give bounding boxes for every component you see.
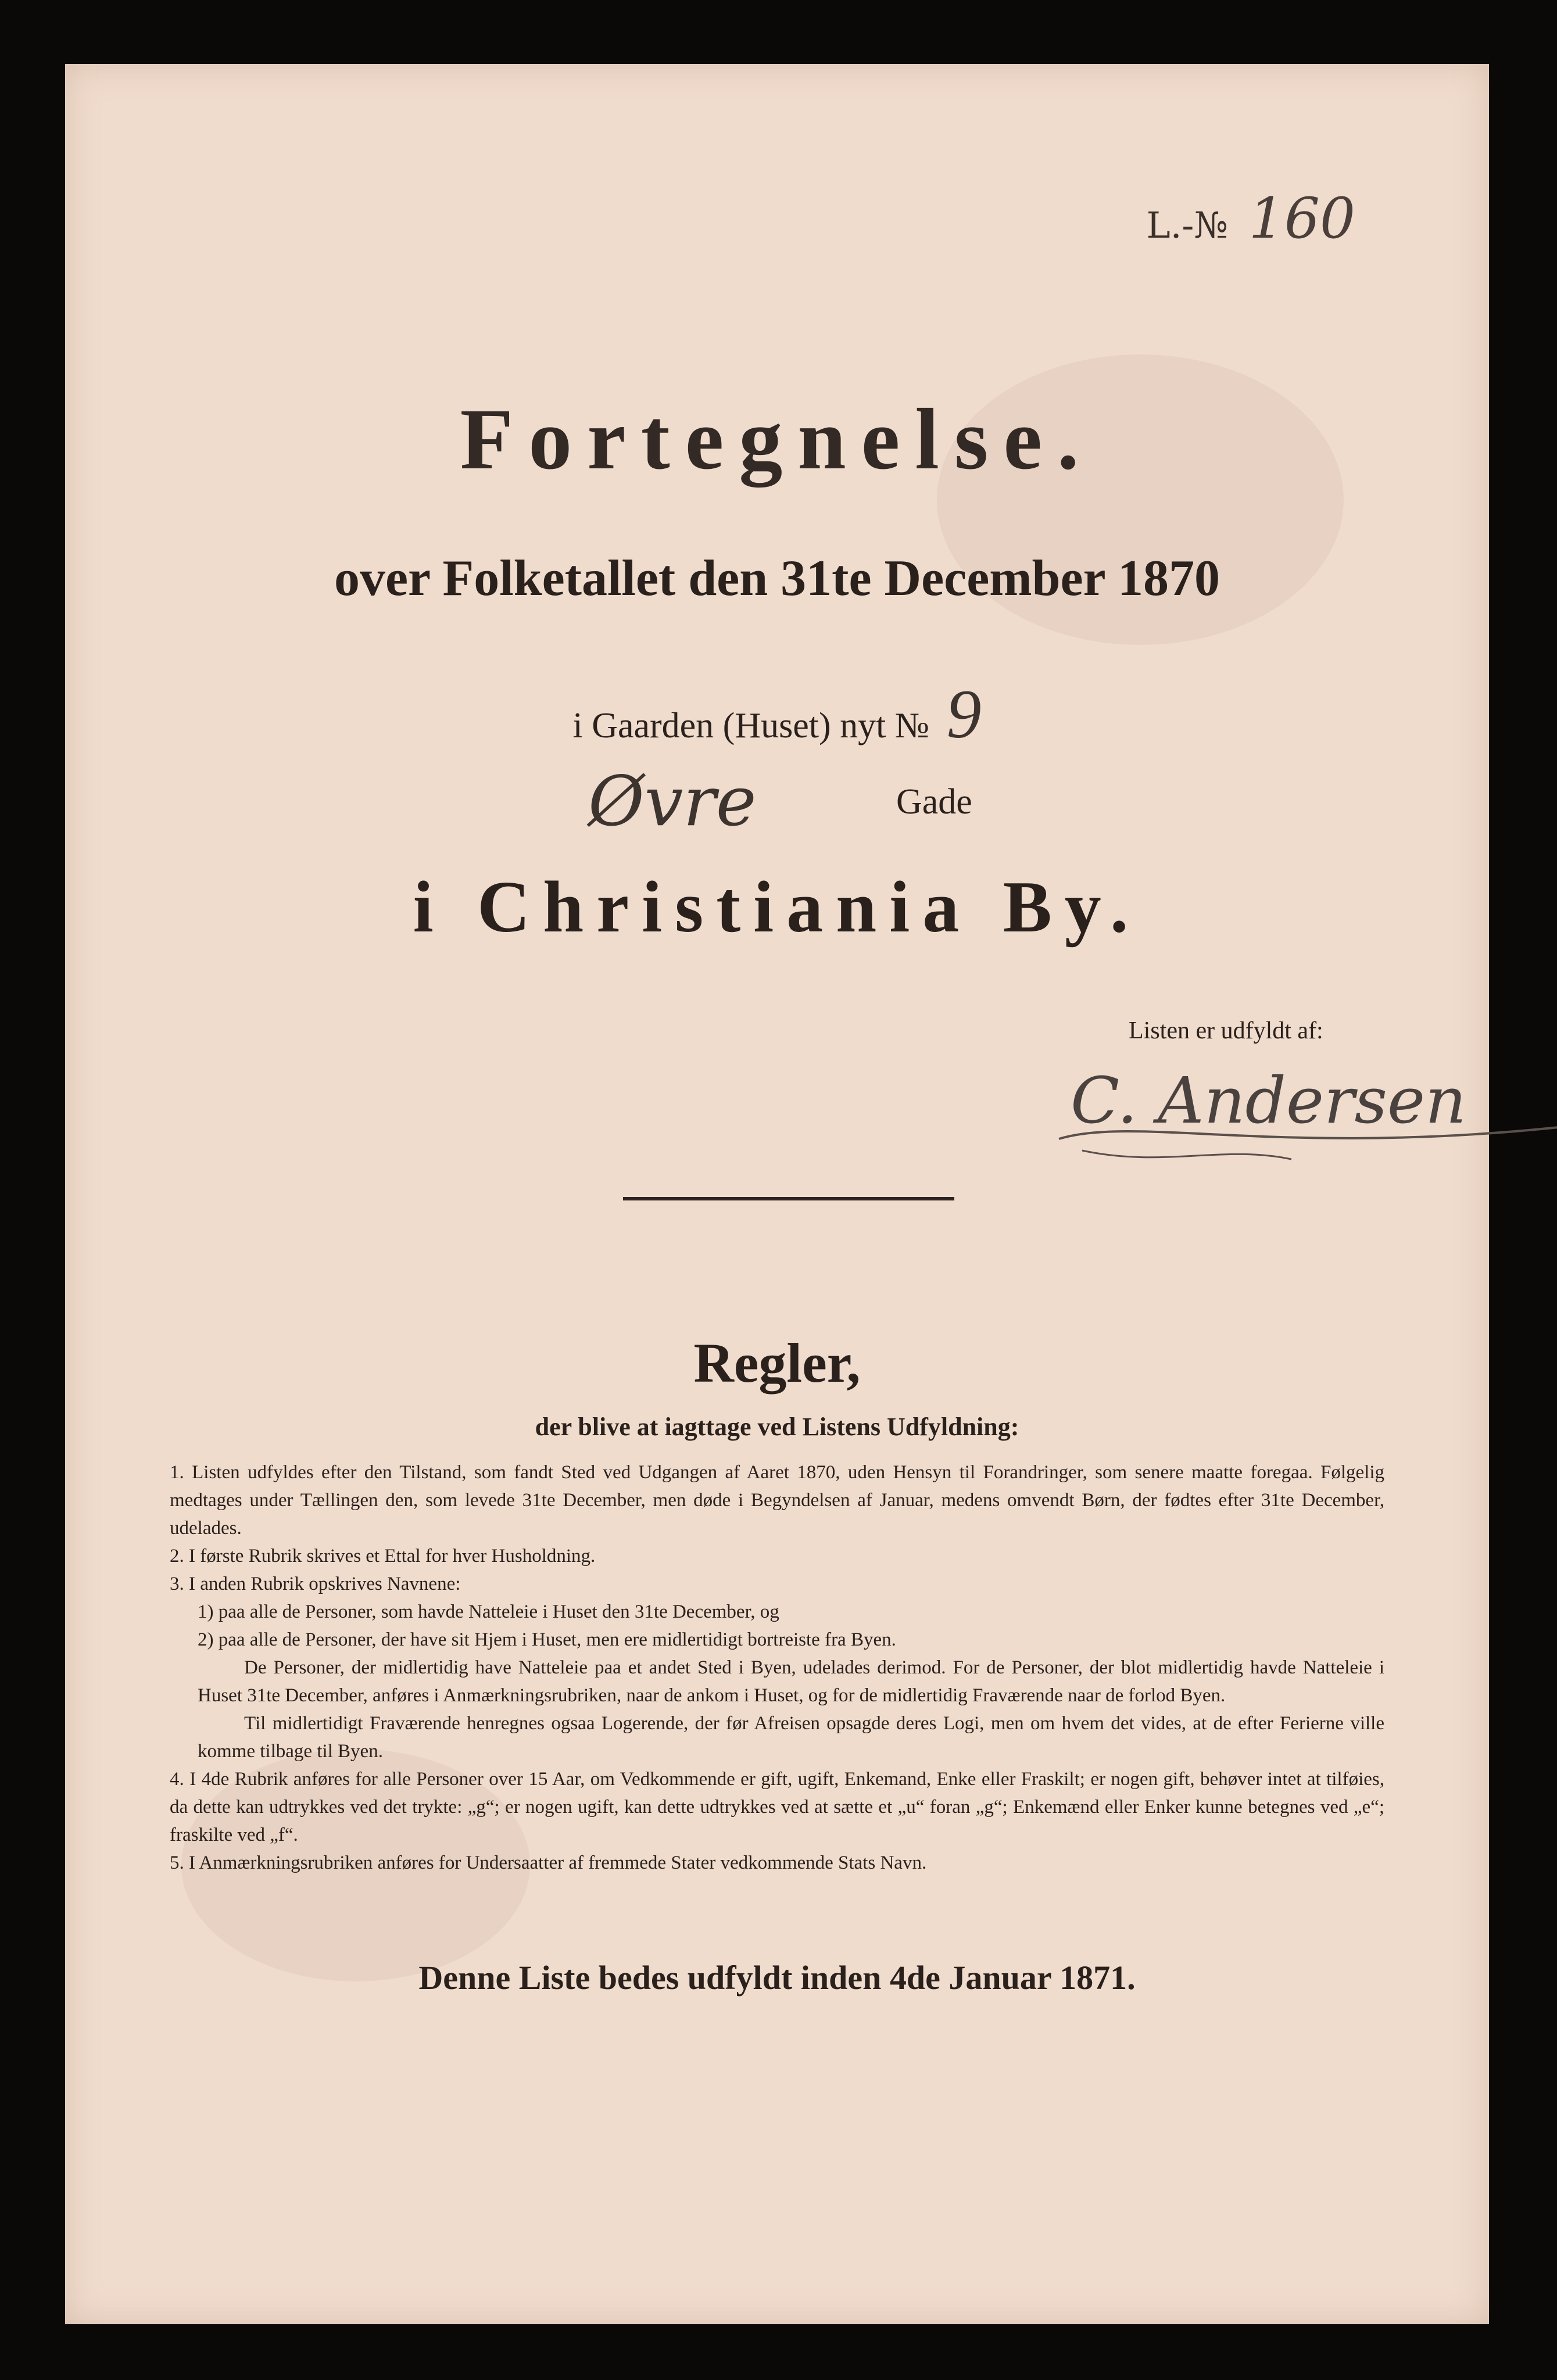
rule-item: 2. I første Rubrik skrives et Ettal for hver Husholdning. <box>170 1546 596 1567</box>
document-title: Fortegnelse. <box>460 391 1094 488</box>
filled-by-label: Listen er udfyldt af: <box>1129 1017 1323 1044</box>
rule-item: 4. I 4de Rubrik anføres for alle Personer over 15 Aar, om Vedkommende er gift, ugift, Enkemand, Enke eller Fraskilt; er nogen gift, behøver intet at tilføies, da dette kan udtrykkes ved det trykte: „g“; er nogen ugift, kan dette udtrykkes ved at sætte et „u“ foran „g“; Enkemænd eller Enker kunne betegnes ved „e“; fraskilte ved „f“. <box>170 1769 1384 1845</box>
rule-item: 5. I Anmærkningsrubriken anføres for Undersaatter af fremmede Stater vedkommende Stats Navn. <box>170 1852 927 1873</box>
rule-paragraph: De Personer, der midlertidig have Natteleie paa et andet Sted i Byen, udelades derimod. For de Personer, der blot midlertidig havde Natteleie i Huset 31te December, anføres i Anmærkningsrubriken, naar de ankom i Huset, og for de midlertidig Fraværende naar de forlod Byen. <box>198 1657 1384 1706</box>
rules-list <box>170 1458 1384 1877</box>
city-line: i Christiania By. <box>413 867 1141 948</box>
rules-subtitle: der blive at iagttage ved Listens Udfyldning: <box>535 1413 1019 1441</box>
house-number: 9 <box>946 675 982 752</box>
rules-title: Regler, <box>693 1332 861 1394</box>
closing-line: Denne Liste bedes udfyldt inden 4de Januar 1871. <box>418 1959 1136 1997</box>
rule-paragraph: Til midlertidigt Fraværende henregnes ogsaa Logerende, der før Afreisen opsagde deres Logi, men om hvem det vides, at de efter Ferierne ville komme tilbage til Byen. <box>198 1713 1384 1762</box>
divider-rule <box>623 1197 954 1200</box>
rule-subitem: 1) paa alle de Personer, som havde Natteleie i Huset den 31te December, og <box>198 1601 779 1622</box>
house-line <box>65 674 1489 754</box>
census-form-page <box>65 64 1489 2324</box>
document-subtitle: over Folketallet den 31te December 1870 <box>334 550 1220 607</box>
house-label: i Gaarden (Huset) nyt № <box>572 706 930 745</box>
street-handwritten: Øvre <box>588 761 757 841</box>
street-label: Gade <box>896 782 972 822</box>
list-number <box>1147 186 1355 251</box>
signature-flourish <box>1047 1104 1557 1174</box>
rule-subitem: 2) paa alle de Personer, der have sit Hjem i Huset, men ere midlertidigt bortreiste fra Byen. <box>198 1629 896 1650</box>
signature: C. Andersen <box>1071 1063 1466 1138</box>
list-number-label: L.-№ <box>1146 204 1229 246</box>
list-number-value: 160 <box>1248 186 1355 251</box>
rule-item: 3. I anden Rubrik opskrives Navnene: <box>170 1573 461 1594</box>
rule-item: 1. Listen udfyldes efter den Tilstand, som fandt Sted ved Udgangen af Aaret 1870, uden Hensyn til Forandringer, som senere maatte foregaa. Følgelig medtages under Tællingen den, som levede 31te December, men døde i Begyndelsen af Januar, medens omvendt Børn, der fødtes efter 31te December, udelades. <box>170 1462 1384 1539</box>
